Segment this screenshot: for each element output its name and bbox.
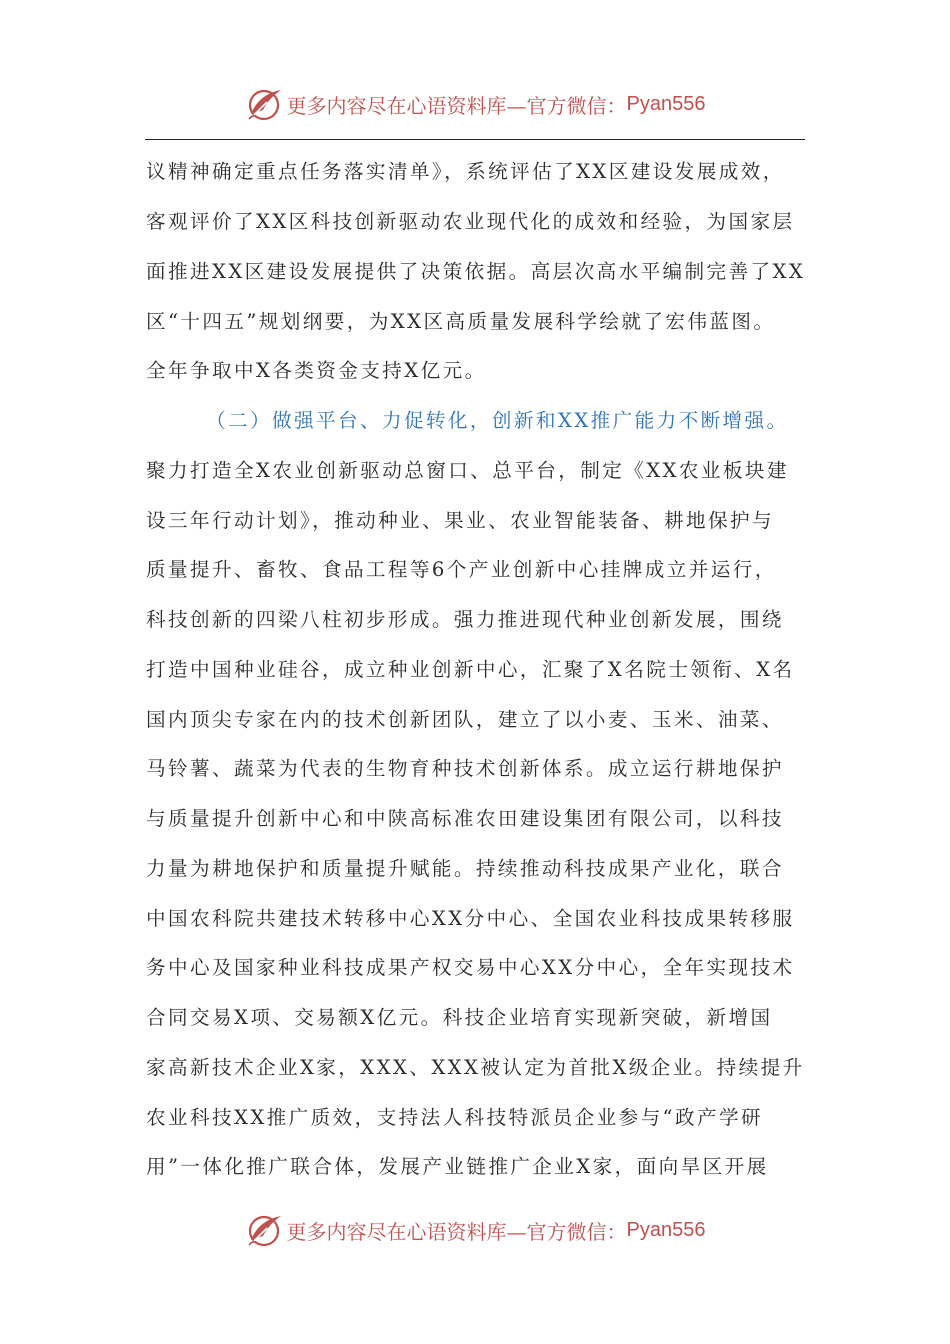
body-line: 全年争取中X各类资金支持X亿元。 (146, 359, 487, 382)
body-line: 与质量提升创新中心和中陕高标准农田建设集团有限公司，以科技 (146, 807, 784, 830)
pen-logo-icon (245, 84, 285, 124)
header-divider (145, 139, 805, 140)
body-line: 国内顶尖专家在内的技术创新团队，建立了以小麦、玉米、油菜、 (146, 708, 784, 731)
header-banner (0, 84, 950, 124)
body-line: 科技创新的四梁八柱初步形成。强力推进现代种业创新发展，围绕 (146, 608, 784, 631)
body-line: 设三年行动计划》，推动种业、果业、农业智能装备、耕地保护与 (146, 509, 775, 532)
body-line: 用”一体化推广联合体，发展产业链推广企业X家，面向旱区开展 (146, 1155, 769, 1178)
body-line: 合同交易X项、交易额X亿元。科技企业培育实现新突破，新增国 (146, 1006, 773, 1029)
footer-wechat-id: Pyan556 (626, 1218, 706, 1241)
body-line: 面推进XX区建设发展提供了决策依据。高层次高水平编制完善了XX (146, 260, 806, 283)
body-line: 区“十四五”规划纲要，为XX区高质量发展科学绘就了宏伟蓝图。 (146, 310, 776, 333)
section-heading: （二）做强平台、力促转化，创新和XX推广能力不断增强。 (206, 409, 789, 432)
footer-banner (0, 1210, 950, 1250)
body-line: 质量提升、畜牧、食品工程等6个产业创新中心挂牌成立并运行， (146, 558, 777, 581)
body-line: 客观评价了XX区科技创新驱动农业现代化的成效和经验，为国家层 (146, 210, 795, 233)
body-line: 农业科技XX推广质效，支持法人科技特派员企业参与“政产学研 (146, 1106, 763, 1129)
footer-wechat-label: 官方微信： (526, 1219, 627, 1244)
body-line: 议精神确定重点任务落实清单》，系统评估了XX区建设发展成效， (146, 160, 785, 183)
header-wechat-label: 官方微信： (526, 93, 627, 118)
body-line: 力量为耕地保护和质量提升赋能。持续推动科技成果产业化，联合 (146, 857, 784, 880)
footer-banner-text: 更多内容尽在心语资料库— (286, 1219, 527, 1244)
body-line: 家高新技术企业X家，XXX、XXX被认定为首批X级企业。持续提升 (146, 1056, 805, 1079)
body-line: 中国农科院共建技术转移中心XX分中心、全国农业科技成果转移服 (146, 907, 795, 930)
body-line: 马铃薯、蔬菜为代表的生物育种技术创新体系。成立运行耕地保护 (146, 757, 784, 780)
body-line: 打造中国种业硅谷，成立种业创新中心，汇聚了X名院士领衔、X名 (146, 658, 795, 681)
header-wechat-id: Pyan556 (626, 92, 706, 115)
pen-logo-icon (245, 1210, 285, 1250)
header-banner-text: 更多内容尽在心语资料库— (286, 93, 527, 118)
body-line: 务中心及国家种业科技成果产权交易中心XX分中心，全年实现技术 (146, 956, 795, 979)
body-line: 聚力打造全X农业创新驱动总窗口、总平台，制定《XX农业板块建 (146, 459, 789, 482)
